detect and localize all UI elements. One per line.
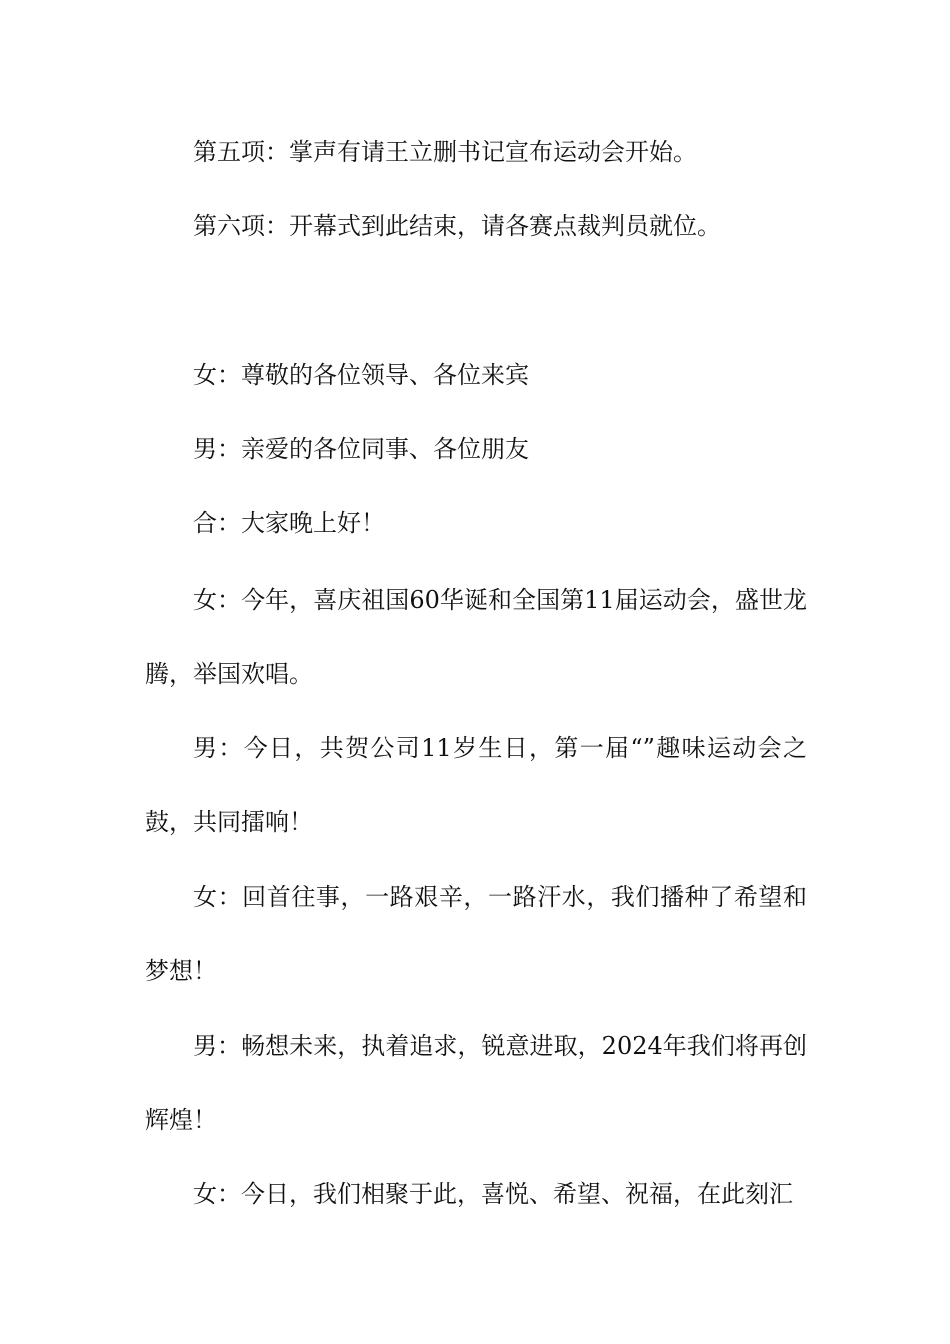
paragraph-male-anniversary: 男：今日，共贺公司11岁生日，第一届“”趣味运动会之鼓，共同擂响！	[145, 734, 807, 836]
paragraph-female-gathering: 女：今日，我们相聚于此，喜悦、希望、祝福，在此刻汇	[193, 1180, 793, 1208]
paragraph-male-greeting: 男：亲爱的各位同事、各位朋友	[193, 435, 529, 463]
paragraph-female-greeting: 女：尊敬的各位领导、各位来宾	[193, 361, 529, 389]
paragraph-joint-greeting: 合：大家晚上好！	[193, 509, 385, 537]
paragraph-item-5: 第五项：掌声有请王立删书记宣布运动会开始。	[193, 138, 697, 166]
paragraph-item-6: 第六项：开幕式到此结束，请各赛点裁判员就位。	[193, 212, 721, 240]
paragraph-male-future: 男：畅想未来，执着追求，锐意进取，2024年我们将再创辉煌！	[145, 1032, 807, 1134]
paragraph-female-retrospect: 女：回首往事，一路艰辛，一路汗水，我们播种了希望和梦想！	[145, 883, 807, 985]
paragraph-female-celebration: 女：今年，喜庆祖国60华诞和全国第11届运动会，盛世龙腾，举国欢唱。	[145, 586, 807, 688]
